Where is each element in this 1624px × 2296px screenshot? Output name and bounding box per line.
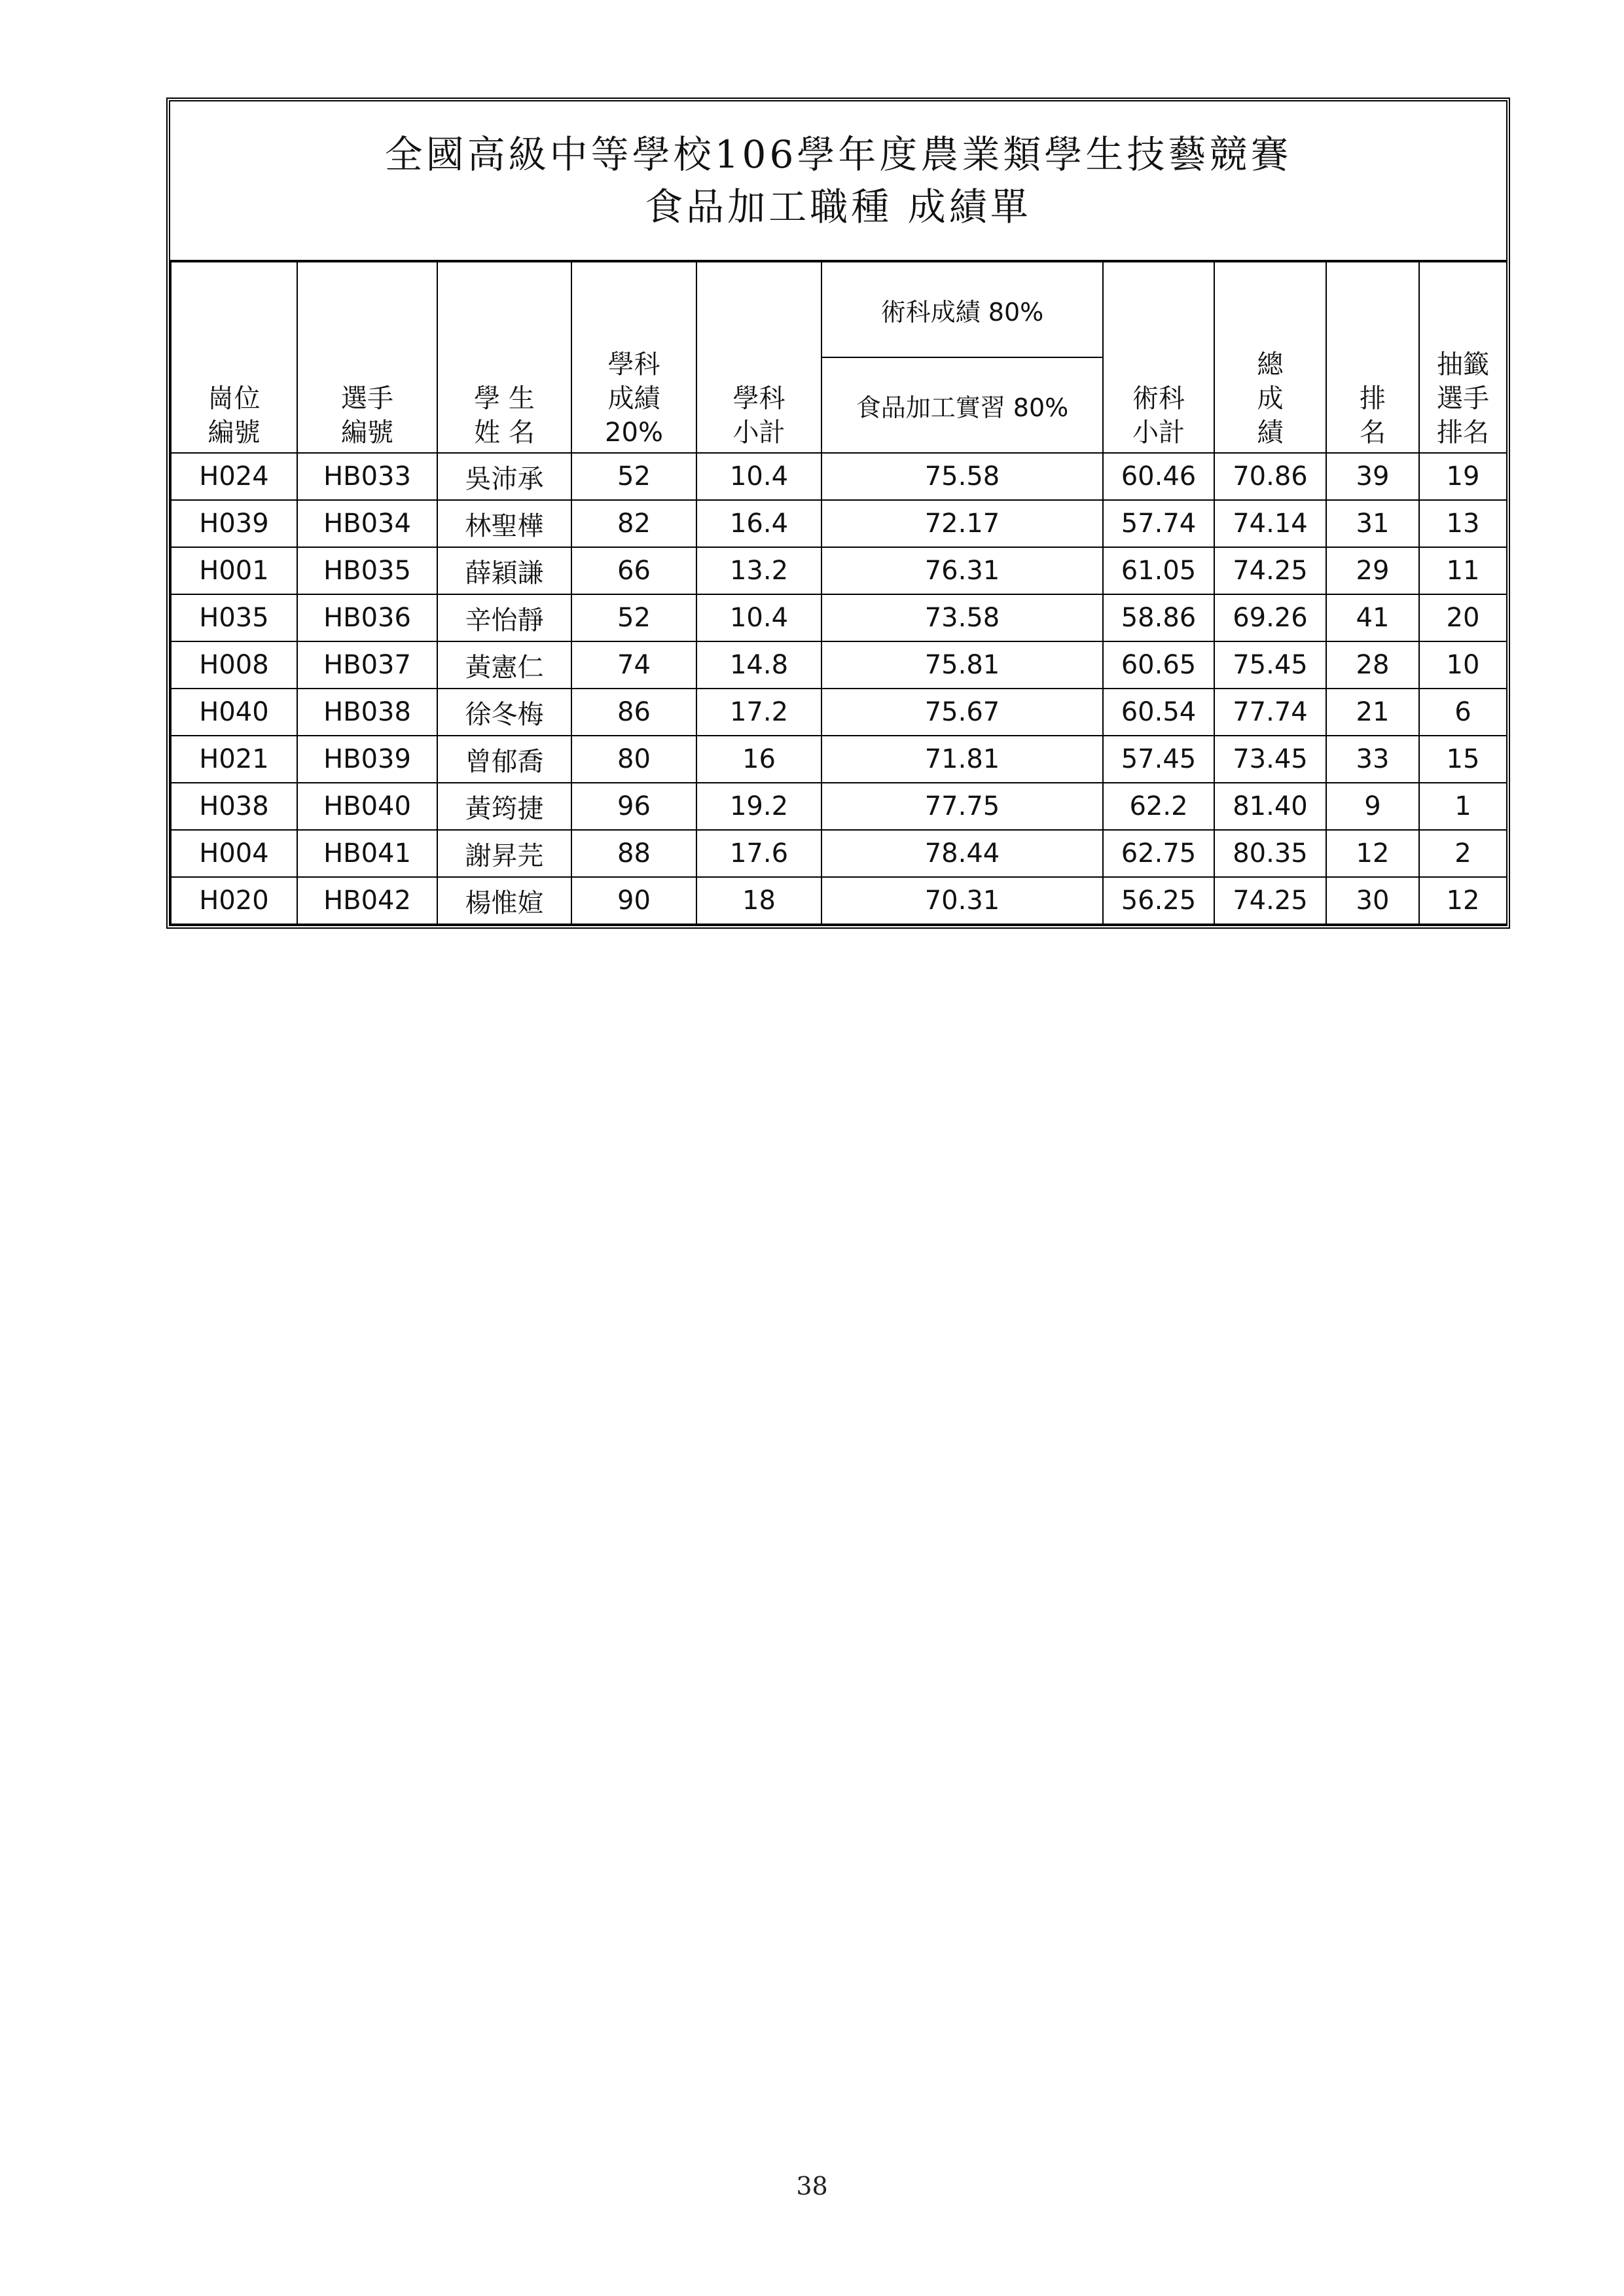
cell-player: HB035 <box>297 547 437 594</box>
document-subtitle: 食品加工職種 成績單 <box>645 185 1032 229</box>
cell-post: H024 <box>171 453 297 500</box>
table-row <box>171 877 1507 924</box>
cell-practical: 72.17 <box>821 500 1103 547</box>
cell-academic: 66 <box>571 547 696 594</box>
cell-academic-sub: 10.4 <box>696 453 821 500</box>
cell-draw-rank: 19 <box>1419 453 1507 500</box>
cell-player: HB040 <box>297 783 437 830</box>
cell-draw-rank: 12 <box>1419 877 1507 924</box>
cell-draw-rank: 6 <box>1419 689 1507 736</box>
cell-player: HB033 <box>297 453 437 500</box>
cell-draw-rank: 10 <box>1419 641 1507 689</box>
cell-post: H039 <box>171 500 297 547</box>
cell-draw-rank: 2 <box>1419 830 1507 877</box>
cell-academic-sub: 19.2 <box>696 783 821 830</box>
cell-practical: 71.81 <box>821 736 1103 783</box>
table-row <box>171 830 1507 877</box>
cell-total: 74.25 <box>1214 877 1326 924</box>
cell-practical: 73.58 <box>821 594 1103 641</box>
cell-practical-sub: 58.86 <box>1103 594 1214 641</box>
cell-name: 辛怡靜 <box>437 594 571 641</box>
cell-practical: 75.58 <box>821 453 1103 500</box>
cell-academic: 86 <box>571 689 696 736</box>
table-row <box>171 453 1507 500</box>
cell-player: HB037 <box>297 641 437 689</box>
cell-total: 69.26 <box>1214 594 1326 641</box>
cell-practical-sub: 62.2 <box>1103 783 1214 830</box>
score-sheet <box>166 98 1510 929</box>
cell-academic-sub: 17.6 <box>696 830 821 877</box>
cell-academic-sub: 17.2 <box>696 689 821 736</box>
cell-post: H040 <box>171 689 297 736</box>
cell-practical-sub: 60.54 <box>1103 689 1214 736</box>
cell-rank: 41 <box>1326 594 1419 641</box>
cell-academic-sub: 16 <box>696 736 821 783</box>
cell-draw-rank: 11 <box>1419 547 1507 594</box>
cell-total: 74.14 <box>1214 500 1326 547</box>
cell-name: 薛穎謙 <box>437 547 571 594</box>
header-rank: 排 名 <box>1326 262 1419 453</box>
cell-total: 73.45 <box>1214 736 1326 783</box>
cell-practical: 75.67 <box>821 689 1103 736</box>
cell-rank: 12 <box>1326 830 1419 877</box>
cell-total: 81.40 <box>1214 783 1326 830</box>
cell-name: 吳沛承 <box>437 453 571 500</box>
cell-player: HB042 <box>297 877 437 924</box>
cell-practical: 70.31 <box>821 877 1103 924</box>
cell-practical: 75.81 <box>821 641 1103 689</box>
cell-practical-sub: 61.05 <box>1103 547 1214 594</box>
header-student-name: 學 生 姓 名 <box>437 262 571 453</box>
cell-practical-sub: 62.75 <box>1103 830 1214 877</box>
cell-player: HB036 <box>297 594 437 641</box>
document-title: 全國高級中等學校106學年度農業類學生技藝競賽 <box>384 132 1292 177</box>
header-practical-sub: 食品加工實習 80% <box>821 357 1103 453</box>
header-academic-score: 學科 成績 20% <box>571 262 696 453</box>
table-header <box>171 262 1507 453</box>
cell-practical-sub: 57.74 <box>1103 500 1214 547</box>
cell-academic: 96 <box>571 783 696 830</box>
cell-total: 75.45 <box>1214 641 1326 689</box>
cell-academic-sub: 18 <box>696 877 821 924</box>
header-player-no: 選手 編號 <box>297 262 437 453</box>
cell-name: 黃筠捷 <box>437 783 571 830</box>
cell-post: H008 <box>171 641 297 689</box>
table-body <box>171 453 1507 924</box>
cell-academic: 74 <box>571 641 696 689</box>
score-table <box>170 261 1507 925</box>
cell-name: 曾郁喬 <box>437 736 571 783</box>
cell-draw-rank: 15 <box>1419 736 1507 783</box>
cell-total: 80.35 <box>1214 830 1326 877</box>
cell-academic: 82 <box>571 500 696 547</box>
header-total: 總 成 績 <box>1214 262 1326 453</box>
cell-academic-sub: 13.2 <box>696 547 821 594</box>
cell-practical-sub: 57.45 <box>1103 736 1214 783</box>
cell-academic-sub: 14.8 <box>696 641 821 689</box>
cell-rank: 9 <box>1326 783 1419 830</box>
cell-player: HB039 <box>297 736 437 783</box>
cell-post: H021 <box>171 736 297 783</box>
cell-rank: 28 <box>1326 641 1419 689</box>
cell-name: 黃憲仁 <box>437 641 571 689</box>
cell-academic: 52 <box>571 594 696 641</box>
header-draw-rank: 抽籤 選手 排名 <box>1419 262 1507 453</box>
table-row <box>171 500 1507 547</box>
cell-practical: 77.75 <box>821 783 1103 830</box>
cell-player: HB034 <box>297 500 437 547</box>
title-block <box>170 101 1506 261</box>
cell-academic-sub: 16.4 <box>696 500 821 547</box>
header-practical-subtotal: 術科 小計 <box>1103 262 1214 453</box>
cell-practical-sub: 60.46 <box>1103 453 1214 500</box>
cell-academic: 52 <box>571 453 696 500</box>
cell-practical-sub: 60.65 <box>1103 641 1214 689</box>
cell-draw-rank: 1 <box>1419 783 1507 830</box>
table-row <box>171 689 1507 736</box>
table-row <box>171 547 1507 594</box>
cell-post: H038 <box>171 783 297 830</box>
cell-post: H004 <box>171 830 297 877</box>
cell-rank: 29 <box>1326 547 1419 594</box>
cell-name: 林聖樺 <box>437 500 571 547</box>
cell-rank: 21 <box>1326 689 1419 736</box>
cell-practical: 76.31 <box>821 547 1103 594</box>
cell-practical: 78.44 <box>821 830 1103 877</box>
table-row <box>171 641 1507 689</box>
cell-post: H035 <box>171 594 297 641</box>
cell-total: 74.25 <box>1214 547 1326 594</box>
cell-player: HB038 <box>297 689 437 736</box>
cell-name: 謝昇芫 <box>437 830 571 877</box>
cell-draw-rank: 13 <box>1419 500 1507 547</box>
cell-practical-sub: 56.25 <box>1103 877 1214 924</box>
cell-rank: 31 <box>1326 500 1419 547</box>
cell-post: H020 <box>171 877 297 924</box>
table-row <box>171 594 1507 641</box>
cell-post: H001 <box>171 547 297 594</box>
cell-rank: 39 <box>1326 453 1419 500</box>
header-post-no: 崗位 編號 <box>171 262 297 453</box>
cell-draw-rank: 20 <box>1419 594 1507 641</box>
cell-rank: 30 <box>1326 877 1419 924</box>
cell-total: 77.74 <box>1214 689 1326 736</box>
table-row <box>171 736 1507 783</box>
cell-player: HB041 <box>297 830 437 877</box>
header-practical-group: 術科成績 80% <box>821 262 1103 357</box>
cell-total: 70.86 <box>1214 453 1326 500</box>
cell-academic: 90 <box>571 877 696 924</box>
cell-name: 楊惟媗 <box>437 877 571 924</box>
cell-academic-sub: 10.4 <box>696 594 821 641</box>
page-number: 38 <box>796 2172 828 2200</box>
cell-name: 徐冬梅 <box>437 689 571 736</box>
header-academic-subtotal: 學科 小計 <box>696 262 821 453</box>
cell-rank: 33 <box>1326 736 1419 783</box>
cell-academic: 80 <box>571 736 696 783</box>
cell-academic: 88 <box>571 830 696 877</box>
table-row <box>171 783 1507 830</box>
